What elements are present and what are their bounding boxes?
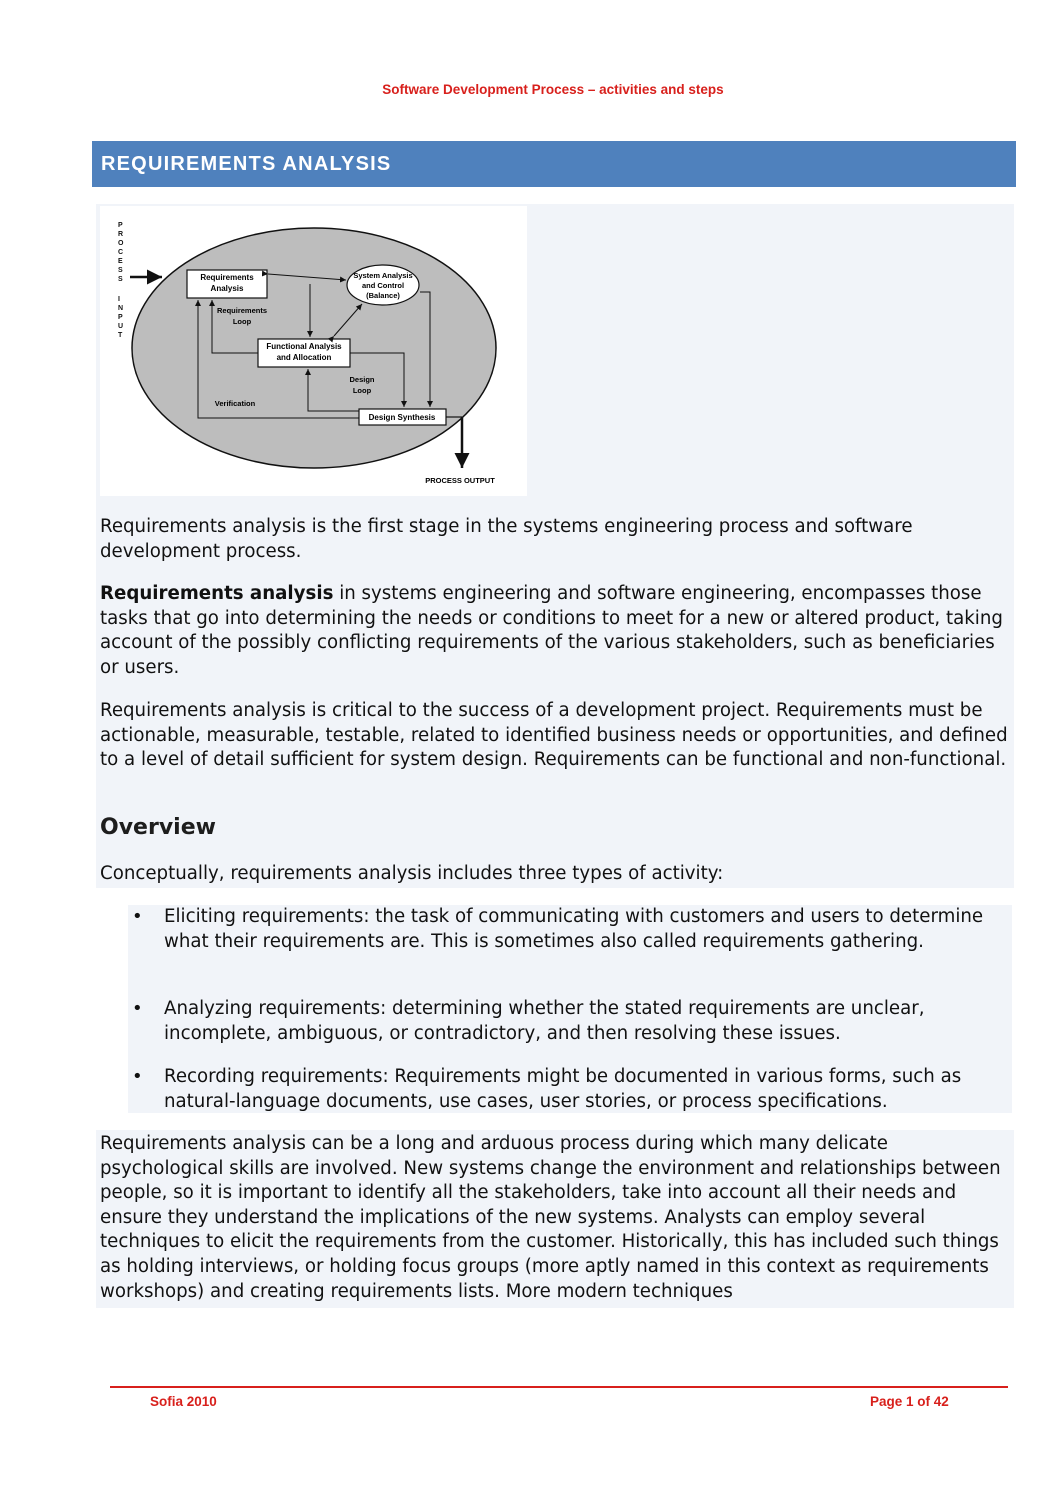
process-output-label: PROCESS OUTPUT — [425, 476, 495, 485]
svg-text:P: P — [118, 314, 123, 321]
bullet-glyph: • — [132, 998, 143, 1019]
paragraph-critical-text: Requirements analysis is critical to the success of a development project. Requirements must be actionable, measurable, testable, related to identified business needs or opportunities, and defined to a level of detail sufficient for system design. Requirements can be functional and non-functional. — [100, 700, 1008, 771]
system-analysis-label-1: System Analysis — [353, 271, 413, 280]
requirements-analysis-label-2: Analysis — [210, 284, 244, 293]
paragraph-intro — [100, 515, 1000, 564]
list-item-text: Analyzing requirements: determining whether the stated requirements are unclear, incomplete, ambiguous, or contradictory, and then resolving these issues. — [164, 998, 925, 1044]
paragraph-arduous — [100, 1132, 1010, 1304]
list-item-text: Eliciting requirements: the task of communicating with customers and users to determine what their requirements are. This is sometimes also called requirements gathering. — [164, 906, 984, 952]
verification-label: Verification — [214, 399, 256, 408]
side-label-char: P — [118, 222, 123, 229]
paragraph-definition — [100, 582, 1005, 680]
section-heading-bar — [92, 141, 1016, 187]
system-analysis-label-2: and Control — [361, 281, 405, 290]
functional-analysis-label-1: Functional Analysis — [266, 342, 342, 351]
svg-text:S: S — [118, 276, 123, 283]
svg-text:C: C — [118, 249, 124, 256]
running-header: Software Development Process – activities and steps — [382, 82, 724, 97]
functional-analysis-label-2: and Allocation — [276, 353, 332, 362]
design-loop-label-2: Loop — [352, 386, 372, 395]
process-diagram — [100, 206, 527, 496]
section-title: REQUIREMENTS ANALYSIS — [101, 152, 392, 175]
paragraph-conceptually — [100, 862, 1000, 887]
svg-text:U: U — [118, 323, 124, 330]
bullet-glyph: • — [132, 1066, 143, 1087]
design-synthesis-label: Design Synthesis — [368, 413, 436, 422]
footer-divider — [110, 1386, 1008, 1388]
definition-term: Requirements analysis — [100, 583, 334, 604]
svg-text:T: T — [118, 332, 123, 339]
overview-heading: Overview — [100, 815, 216, 840]
definition-text: in systems engineering and software engineering, encompasses those tasks that go into determining the needs or conditions to meet for a new or altered product, taking account of the possibly conflicting requirements of the various stakeholders, such as beneficiaries or users. — [100, 583, 1003, 678]
requirements-analysis-label-1: Requirements — [200, 273, 254, 282]
design-loop-label-1: Design — [349, 375, 375, 384]
paragraph-critical — [100, 699, 1010, 773]
requirements-loop-label-1: Requirements — [216, 306, 268, 315]
bullet-glyph: • — [132, 906, 143, 927]
paragraph-arduous-text: Requirements analysis can be a long and arduous process during which many delicate psychological skills are involved. New systems change the environment and relationships between people, so it is important to identify all the stakeholders, take into account all their needs and ensure they understand the implications of the new systems. Analysts can employ several techniques to elicit the requirements from the customer. Historically, this has included such things as holding interviews, or holding focus groups (more aptly named in this context as requirements workshops) and creating requirements lists. More modern techniques — [100, 1133, 1001, 1302]
process-diagram-svg — [100, 206, 527, 496]
paragraph-intro-text: Requirements analysis is the first stage in the systems engineering process and software development process. — [100, 516, 913, 562]
svg-text:O: O — [118, 240, 124, 247]
footer-location: Sofia 2010 — [150, 1394, 217, 1409]
svg-text:E: E — [118, 258, 123, 265]
svg-text:N: N — [118, 305, 124, 312]
requirements-loop-label-2: Loop — [232, 317, 252, 326]
footer-page-number: Page 1 of 42 — [870, 1394, 949, 1409]
process-input-label — [118, 222, 124, 339]
system-analysis-label-3: (Balance) — [366, 291, 400, 300]
paragraph-conceptually-text: Conceptually, requirements analysis includes three types of activity: — [100, 863, 724, 884]
svg-text:R: R — [118, 231, 124, 238]
list-item-text: Recording requirements: Requirements might be documented in various forms, such as natural-language documents, use cases, user stories, or process specifications. — [164, 1066, 962, 1112]
svg-text:S: S — [118, 267, 123, 274]
svg-text:I: I — [118, 296, 120, 303]
